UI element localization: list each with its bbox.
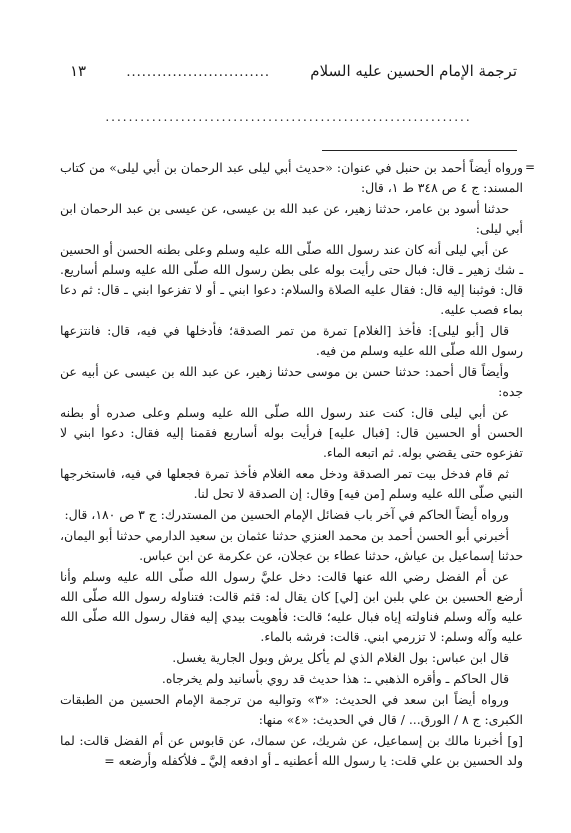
- continuation-marker: =: [524, 160, 535, 174]
- paragraph: ورواه أيضاً أحمد بن حنبل في عنوان: «حديث أبي ليلى عبد الرحمان بن أبي ليلى» من كتاب المسند: ج ٤ ص ٣٤٨ ط ١، قال:: [60, 160, 523, 195]
- footnote-rule: [322, 150, 517, 151]
- paragraph: ورواه أيضاً ابن سعد في الحديث: «٣» وتواليه من ترجمة الإمام الحسين من الطبقات الكبرى: ج ٨ / الورق... / قال في الحديث: «٤» منها:: [60, 692, 523, 727]
- running-header: [70, 62, 517, 84]
- paragraph: حدثنا أسود بن عامر، حدثنا زهير، عن عبد الله بن عيسى، عن عيسى بن عبد الرحمان ابن أبي ليلى:: [60, 201, 523, 236]
- header-separator-dots: ...............................................................: [105, 112, 472, 122]
- paragraph: قال الحاكم ـ وأقره الذهبي ـ: هذا حديث قد روي بأسانيد ولم يخرجاه.: [161, 671, 509, 686]
- page-number: ١٣: [70, 62, 87, 80]
- paragraph: قال ابن عباس: بول الغلام الذي لم يأكل يرش وبول الجارية يغسل.: [172, 650, 509, 665]
- paragraph: عن أم الفضل رضي الله عنها قالت: دخل عليَّ رسول الله صلّى الله عليه وسلم وأنا أرضع الحسين بن علي بلبن ابن [لي] كان يقال له: قثم قالت: فتناوله رسول الله صلّى الله عليه وآله وسلم فناولته إياه فبال عليه؛ قالت: فأهويت بيدي إليه فقال رسول الله صلّى الله عليه وآله وسلم: لا تزرمي ابني. قالت: فرشه بالماء.: [60, 569, 523, 644]
- paragraph: قال [أبو ليلى]: فأخذ [الغلام] تمرة من تمر الصدقة؛ فأدخلها في فيه، قال: فانتزعها رسول الله صلّى الله عليه وسلم من فيه.: [60, 323, 523, 358]
- paragraph: أخبرني أبو الحسن أحمد بن محمد العنزي حدثنا عثمان بن سعيد الدارمي حدثنا أبو اليمان، حدثنا إسماعيل بن عياش، حدثنا عطاء بن عجلان، عن عكرمة عن ابن عباس.: [60, 528, 523, 563]
- paragraph: عن أبي ليلى قال: كنت عند رسول الله صلّى الله عليه وسلم وعلى صدره أو بطنه الحسن أو الحسين قال: [فبال عليه] فرأيت بوله أساريع فقمنا إليه فقال: دعوا ابني لا تفزعوه حتى يقضي بوله. ثم اتبعه الماء.: [60, 405, 523, 460]
- footnote-body: [60, 158, 523, 772]
- paragraph: [و] أخبرنا مالك بن إسماعيل، عن شريك، عن سماك، عن قابوس عن أم الفضل قالت: لما ولد الحسين بن علي قلت: يا رسول الله أعطنيه ـ أو ادفعه إليَّ ـ فلأكفله وأرضعه =: [60, 733, 523, 768]
- paragraph: ثم قام فدخل بيت تمر الصدقة ودخل معه الغلام فأخذ تمرة فجعلها في فيه، فاستخرجها النبي صلّى الله عليه وسلم [من فيه] وقال: إن الصدقة لا تحل لنا.: [60, 466, 523, 501]
- paragraph: عن أبي ليلى أنه كان عند رسول الله صلّى الله عليه وسلم وعلى بطنه الحسن أو الحسين ـ شك زهير ـ قال: فبال حتى رأيت بوله على بطن رسول الله صلّى الله عليه وسلم أساريع. قال: فوثبنا إليه قال: فقال عليه الصلاة والسلام: دعوا ابني ـ أو لا تفزعوا ابني ـ قال: ثم دعا بماء فصب عليه.: [60, 242, 523, 317]
- paragraph: ورواه أيضاً الحاكم في آخر باب فضائل الإمام الحسين من المستدرك: ج ٣ ص ١٨٠، قال:: [64, 507, 509, 522]
- header-leader-dots: ............................: [126, 65, 271, 80]
- paragraph: وأيضاً قال أحمد: حدثنا حسن بن موسى حدثنا زهير، عن عبد الله بن عيسى عن أبيه عن جده:: [60, 364, 523, 399]
- running-header-title: ترجمة الإمام الحسين عليه السلام: [310, 62, 517, 80]
